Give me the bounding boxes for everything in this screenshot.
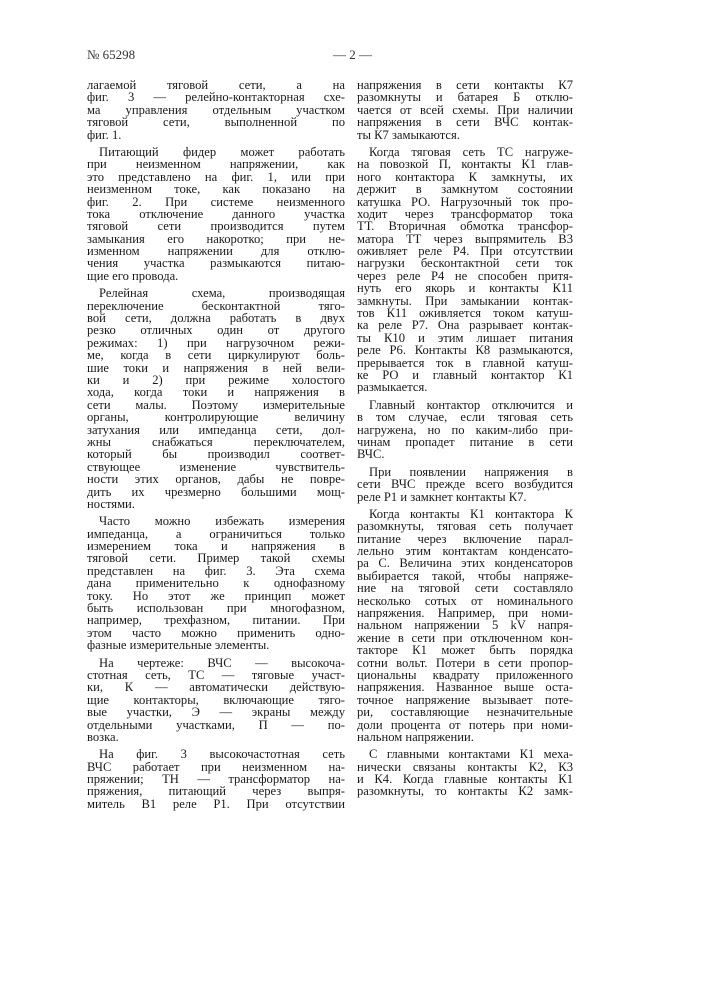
text-line: лельно этим контактам конденсато- <box>357 545 573 557</box>
text-line: ствующее изменение чувствитель- <box>87 461 345 473</box>
text-line: лагаемой тяговой сети, а на <box>87 79 345 91</box>
text-line: С главными контактами К1 меха- <box>357 748 573 760</box>
text-line: прерывается ток в главной катуш- <box>357 357 573 369</box>
text-line: тяговой сети, выполненной по <box>87 116 345 128</box>
text-line: в том случае, если тяговая сеть <box>357 411 573 423</box>
text-line: импеданца, а ограничиться только <box>87 528 345 540</box>
text-line: оживляет реле Р4. При отсутствии <box>357 245 573 257</box>
text-line: режимах: 1) при нагрузочном режи- <box>87 337 345 349</box>
text-line: фазные измерительные элементы. <box>87 639 345 651</box>
text-line: щие контакторы, включающие тяго- <box>87 694 345 706</box>
text-line: митель В1 реле Р1. При отсутствии <box>87 798 345 810</box>
text-line: При появлении напряжения в <box>357 466 573 478</box>
text-line: пряжения, питающий через выпря- <box>87 785 345 797</box>
text-line: ты К7 замыкаются. <box>357 129 573 141</box>
text-line: чения участка размыкаются питаю- <box>87 257 345 269</box>
text-line: точное напряжение вызывает поте- <box>357 694 573 706</box>
paragraph <box>357 748 573 798</box>
text-line: тяговой сети. Пример такой схемы <box>87 552 345 564</box>
text-line: пряжении; ТН — трансформатор на- <box>87 773 345 785</box>
paragraph <box>87 748 345 810</box>
text-line: через реле Р4 не способен притя- <box>357 270 573 282</box>
text-line: резко отличных один от другого <box>87 324 345 336</box>
text-line: фиг. 2. При системе неизменного <box>87 196 345 208</box>
text-line: на повозкой П, контакты К1 глав- <box>357 158 573 170</box>
text-line: Питающий фидер может работать <box>87 146 345 158</box>
text-line: дить их чрезмерно большими мощ- <box>87 486 345 498</box>
text-line: сотни вольт. Потери в сети пропор- <box>357 657 573 669</box>
text-line: например, трехфазном, питании. При <box>87 614 345 626</box>
text-line: сети малы. Поэтому измерительные <box>87 399 345 411</box>
text-line: дана применительно к однофазному <box>87 577 345 589</box>
text-line: хода, когда токи и напряжения в <box>87 386 345 398</box>
page-number: — 2 — <box>333 47 372 63</box>
text-line: разомкнуты и батарея Б отклю- <box>357 91 573 103</box>
paragraph <box>87 146 345 282</box>
text-line: быть использован при многофазном, <box>87 602 345 614</box>
text-line: чается от всей схемы. При наличии <box>357 104 573 116</box>
text-line: неизменном токе, как показано на <box>87 183 345 195</box>
text-line: шие токи и напряжения в ней вели- <box>87 362 345 374</box>
text-line: ты К10 и этим лишает питания <box>357 332 573 344</box>
text-line: сети ВЧС прежде всего возбудится <box>357 478 573 490</box>
paragraph <box>87 657 345 744</box>
text-line: ки, К — автоматически действую- <box>87 681 345 693</box>
text-line: замкнуты. При замыкании контак- <box>357 295 573 307</box>
text-line: Часто можно избежать измерения <box>87 515 345 527</box>
text-line: размыкается. <box>357 381 573 393</box>
text-line: ВЧС работает при неизменном на- <box>87 761 345 773</box>
text-line: ВЧС. <box>357 448 573 460</box>
text-line: вой сети, должна работать в двух <box>87 312 345 324</box>
text-line: представлен на фиг. 3. Эта схема <box>87 565 345 577</box>
text-line: напряжения. Например, при номи- <box>357 607 573 619</box>
paragraph <box>357 466 573 503</box>
text-line: питание через включение парал- <box>357 533 573 545</box>
text-line: замыкания его накоротко; при не- <box>87 233 345 245</box>
text-line: переключение бесконтактной тяго- <box>87 300 345 312</box>
text-line: затухания или импеданца сети, дол- <box>87 424 345 436</box>
paragraph <box>87 79 345 141</box>
text-line: держит в замкнутом состоянии <box>357 183 573 195</box>
text-line: нуть его якорь и контакты К11 <box>357 282 573 294</box>
text-line: нагрузки бесконтактной сети ток <box>357 257 573 269</box>
text-line: нагружена, но по каким-либо при- <box>357 424 573 436</box>
text-line: жение в сети при отключенном кон- <box>357 632 573 644</box>
text-line: и К4. Когда главные контакты К1 <box>357 773 573 785</box>
text-line: катушка РО. Нагрузочный ток про- <box>357 196 573 208</box>
text-line: ри, составляющие незначительные <box>357 706 573 718</box>
text-line: напряжения в сети ВЧС контак- <box>357 116 573 128</box>
right-text-column <box>357 79 573 803</box>
text-line: возка. <box>87 731 345 743</box>
text-line: это представлено на фиг. 1, или при <box>87 171 345 183</box>
paragraph <box>87 287 345 510</box>
text-line: напряжения в сети контакты К7 <box>357 79 573 91</box>
left-text-column <box>87 79 345 815</box>
text-line: ТТ. Вторичная обмотка трансфор- <box>357 220 573 232</box>
text-line: стотная сеть, ТС — тяговые участ- <box>87 669 345 681</box>
text-line: Когда тяговая сеть ТС нагруже- <box>357 146 573 158</box>
text-line: разомкнуты, тяговая сеть получает <box>357 520 573 532</box>
text-line: ние на тяговой сети составляло <box>357 582 573 594</box>
text-line: тов К11 оживляется током катуш- <box>357 307 573 319</box>
text-line: такторе К1 может быть порядка <box>357 644 573 656</box>
text-line: Когда контакты К1 контактора К <box>357 508 573 520</box>
paragraph <box>87 515 345 651</box>
text-line: циональны квадрату приложенного <box>357 669 573 681</box>
text-line: реле Р1 и замкнет контакты К7. <box>357 491 573 503</box>
text-line: ма управления отдельным участком <box>87 104 345 116</box>
text-line: ки и 2) при режиме холостого <box>87 374 345 386</box>
text-line: нальном напряжении. <box>357 731 573 743</box>
text-line: ностями. <box>87 498 345 510</box>
text-line: измерением тока и напряжения в <box>87 540 345 552</box>
text-line: ка реле Р7. Она разрывает контак- <box>357 319 573 331</box>
text-line: напряжения. Названное выше оста- <box>357 681 573 693</box>
text-line: нальном напряжении 5 kV напря- <box>357 619 573 631</box>
text-line: жны снабжаться переключателем, <box>87 436 345 448</box>
text-line: фиг. 1. <box>87 129 345 141</box>
text-line: Главный контактор отключится и <box>357 399 573 411</box>
text-line: разомкнуты, то контакты К2 замк- <box>357 785 573 797</box>
paragraph <box>357 508 573 743</box>
text-line: ходит через трансформатор тока <box>357 208 573 220</box>
text-line: чинам пропадет питание в сети <box>357 436 573 448</box>
text-line: выбирается такой, чтобы напряже- <box>357 570 573 582</box>
text-line: На фиг. 3 высокочастотная сеть <box>87 748 345 760</box>
text-line: На чертеже: ВЧС — высокоча- <box>87 657 345 669</box>
text-line: несколько сотых от номинального <box>357 595 573 607</box>
text-line: изменном напряжении для отклю- <box>87 245 345 257</box>
text-line: ра С. Величина этих конденсаторов <box>357 557 573 569</box>
text-line: тока отключение данного участка <box>87 208 345 220</box>
text-line: матора ТТ через выпрямитель В3 <box>357 233 573 245</box>
text-line: вые участки, Э — экраны между <box>87 706 345 718</box>
text-line: тяговой сети производится путем <box>87 220 345 232</box>
text-line: доли процента от потерь при номи- <box>357 719 573 731</box>
text-line: ме, когда в сети циркулируют боль- <box>87 349 345 361</box>
text-line: току. Но этот же принцип может <box>87 590 345 602</box>
text-line: отдельными участками, П — по- <box>87 719 345 731</box>
text-line: который бы производил соответ- <box>87 448 345 460</box>
text-line: щие его провода. <box>87 270 345 282</box>
text-line: нически связаны контакты К2, К3 <box>357 761 573 773</box>
paragraph <box>357 79 573 141</box>
text-line: Релейная схема, производящая <box>87 287 345 299</box>
text-line: фиг. 3 — релейно-контакторная схе- <box>87 91 345 103</box>
paragraph <box>357 146 573 394</box>
text-line: реле Р6. Контакты К8 размыкаются, <box>357 344 573 356</box>
text-line: ного контактора К замкнуты, их <box>357 171 573 183</box>
text-line: органы, контролирующие величину <box>87 411 345 423</box>
patent-number: № 65298 <box>87 47 135 63</box>
text-line: этом часто можно применить одно- <box>87 627 345 639</box>
paragraph <box>357 399 573 461</box>
text-line: ности этих органов, дабы не повре- <box>87 473 345 485</box>
text-line: ке РО и главный контактор К1 <box>357 369 573 381</box>
text-line: при неизменном напряжении, как <box>87 158 345 170</box>
